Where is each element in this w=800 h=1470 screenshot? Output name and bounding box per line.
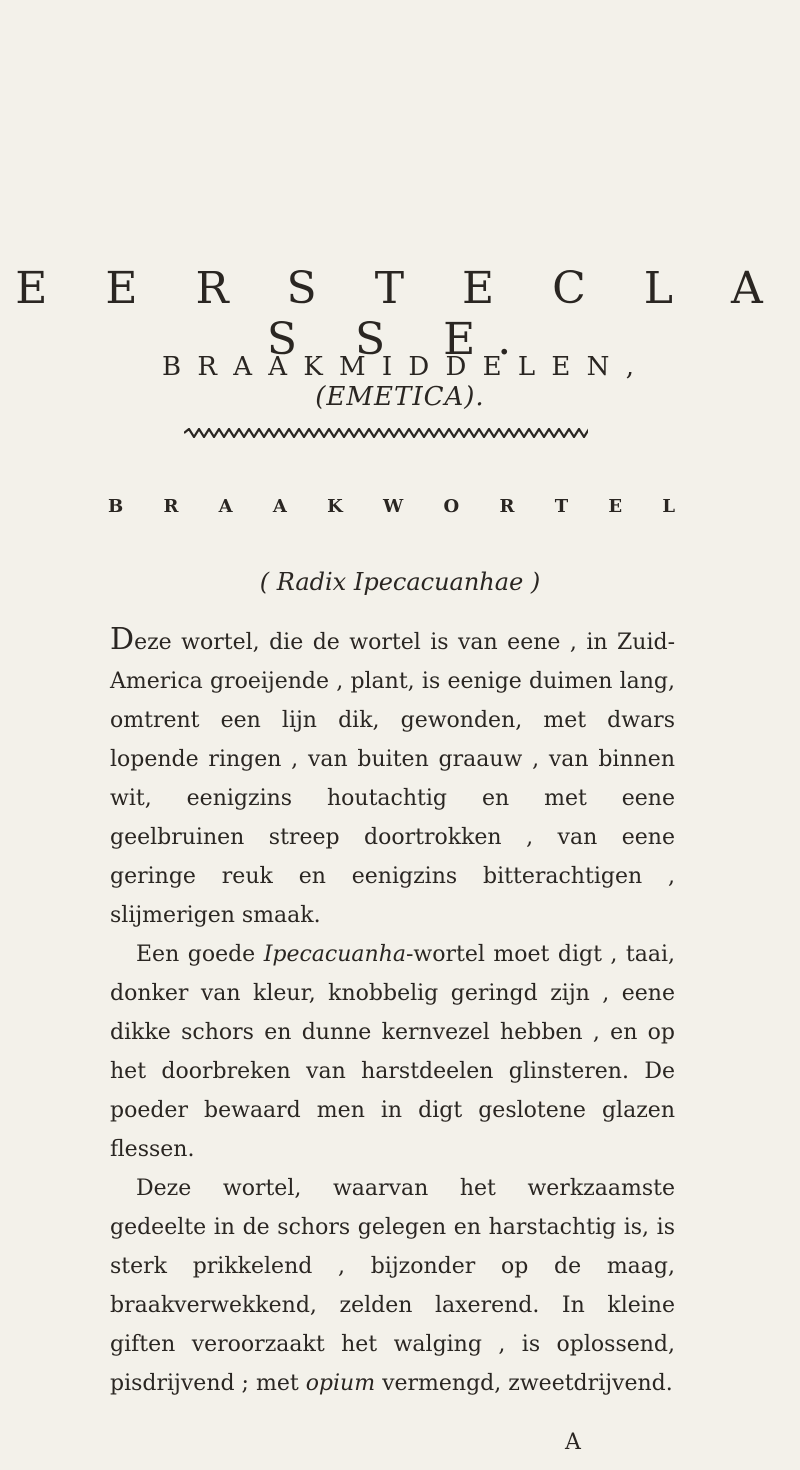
body-text [110,623,675,1403]
paragraph-3-emphasis: opium [305,1371,376,1396]
paragraph-3-text-after: vermengd, zweetdrijvend. [375,1371,673,1396]
class-title: E E R S T E C L A S S E. [15,263,785,365]
section-title-dutch: B R A A K M I D D E L E N , [162,352,638,382]
section-title-latin: (EMETICA). [315,382,485,412]
section-title [100,352,700,412]
catchword: A [565,1430,581,1455]
paragraph-2 [110,935,675,1169]
paragraph-3-text-before: Deze wortel, waarvan het werkzaamste gedeelte in de schors gelegen en harstachtig is, is sterk prikkelend , bijzonder op de maag, braakverwekkend, zelden laxerend. In kleine giften veroorzaakt het walging , is oplossend, pisdrijvend ; met [110,1176,675,1396]
subtitle: B R A A K W O R T E L [107,496,693,517]
latin-name: ( Radix Ipecacuanhae ) [259,568,541,596]
paragraph-1-text: eze wortel, die de wortel is van eene , in Zuid-America groeijende , plant, is eenige duimen lang, omtrent een lijn dik, gewonden, met dwars lopende ringen , van buiten graauw , van binnen wit, eenigzins houtachtig en met eene geelbruinen streep doortrokken , van eene geringe reuk en eenigzins bitterachtigen , slijmerigen smaak. [110,630,675,928]
drop-cap: D [110,622,135,657]
paragraph-2-text-before: Een goede [136,942,264,967]
paragraph-2-emphasis: Ipecacuanha [263,942,406,967]
paragraph-1 [110,623,675,935]
paragraph-3 [110,1169,675,1403]
paragraph-2-text-after: -wortel moet digt , taai, donker van kleur, knobbelig geringd zijn , eene dikke schors en dunne kernvezel hebben , en op het doorbreken van harstdeelen glinsteren. De poeder bewaard men in digt geslotene glazen flessen. [110,942,675,1162]
ornament-divider [184,428,588,438]
